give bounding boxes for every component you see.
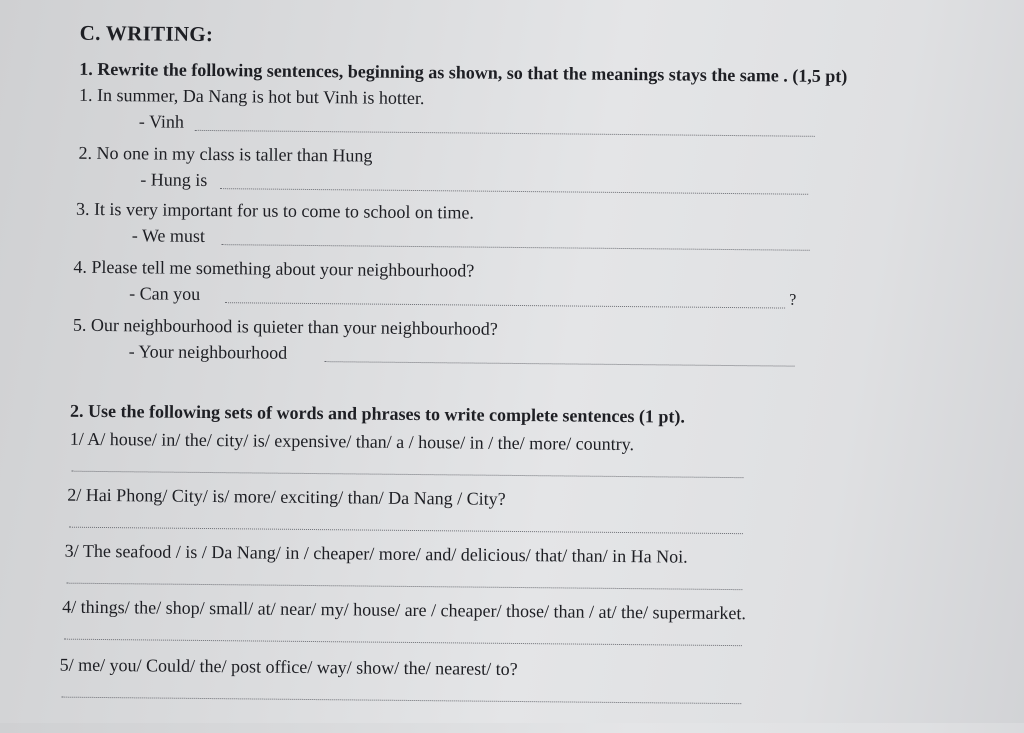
answer-line[interactable] bbox=[71, 471, 743, 478]
exercise-sentence: 2. No one in my class is taller than Hung bbox=[78, 142, 373, 166]
answer-line[interactable] bbox=[222, 244, 810, 251]
answer-line[interactable] bbox=[195, 130, 815, 137]
answer-line[interactable] bbox=[220, 188, 808, 195]
word-set: 5/ me/ you/ Could/ the/ post office/ way/ show/ the/ nearest/ to? bbox=[59, 654, 518, 679]
answer-line[interactable] bbox=[61, 697, 741, 705]
part2-heading: 2. Use the following sets of words and phrases to write complete sentences (1 pt). bbox=[69, 400, 686, 427]
answer-line[interactable] bbox=[66, 583, 742, 590]
exercise-sentence: 1. In summer, Da Nang is hot but Vinh is hotter. bbox=[78, 84, 425, 109]
rewrite-prompt: - We must bbox=[131, 225, 206, 246]
word-set: 4/ things/ the/ shop/ small/ at/ near/ my/ house/ are / cheaper/ those/ than / at/ the/ supermarket. bbox=[62, 596, 747, 624]
word-set: 2/ Hai Phong/ City/ is/ more/ exciting/ than/ Da Nang / City? bbox=[67, 484, 506, 509]
section-title: C. WRITING: bbox=[79, 20, 214, 47]
rewrite-prompt: - Your neighbourhood bbox=[128, 341, 288, 363]
answer-line[interactable] bbox=[64, 639, 742, 647]
exercise-sentence: 3. It is very important for us to come to school on time. bbox=[75, 198, 475, 223]
answer-line[interactable] bbox=[69, 527, 743, 534]
rewrite-prompt: - Can you bbox=[129, 283, 201, 304]
question-mark: ? bbox=[789, 291, 797, 309]
exercise-sentence: 4. Please tell me something about your neighbourhood? bbox=[73, 256, 475, 281]
word-set: 3/ The seafood / is / Da Nang/ in / cheaper/ more/ and/ delicious/ that/ than/ in Ha Noi. bbox=[64, 540, 688, 567]
rewrite-prompt: - Vinh bbox=[138, 111, 185, 132]
part1-heading: 1. Rewrite the following sentences, beginning as shown, so that the meanings stays the same . (1,5 pt) bbox=[79, 58, 848, 87]
exercise-sentence: 5. Our neighbourhood is quieter than your neighbourhood? bbox=[72, 314, 498, 339]
word-set: 1/ A/ house/ in/ the/ city/ is/ expensive/ than/ a / house/ in / the/ more/ country. bbox=[69, 428, 635, 455]
answer-line[interactable] bbox=[325, 361, 795, 367]
answer-line[interactable] bbox=[225, 302, 785, 308]
rewrite-prompt: - Hung is bbox=[140, 169, 208, 190]
